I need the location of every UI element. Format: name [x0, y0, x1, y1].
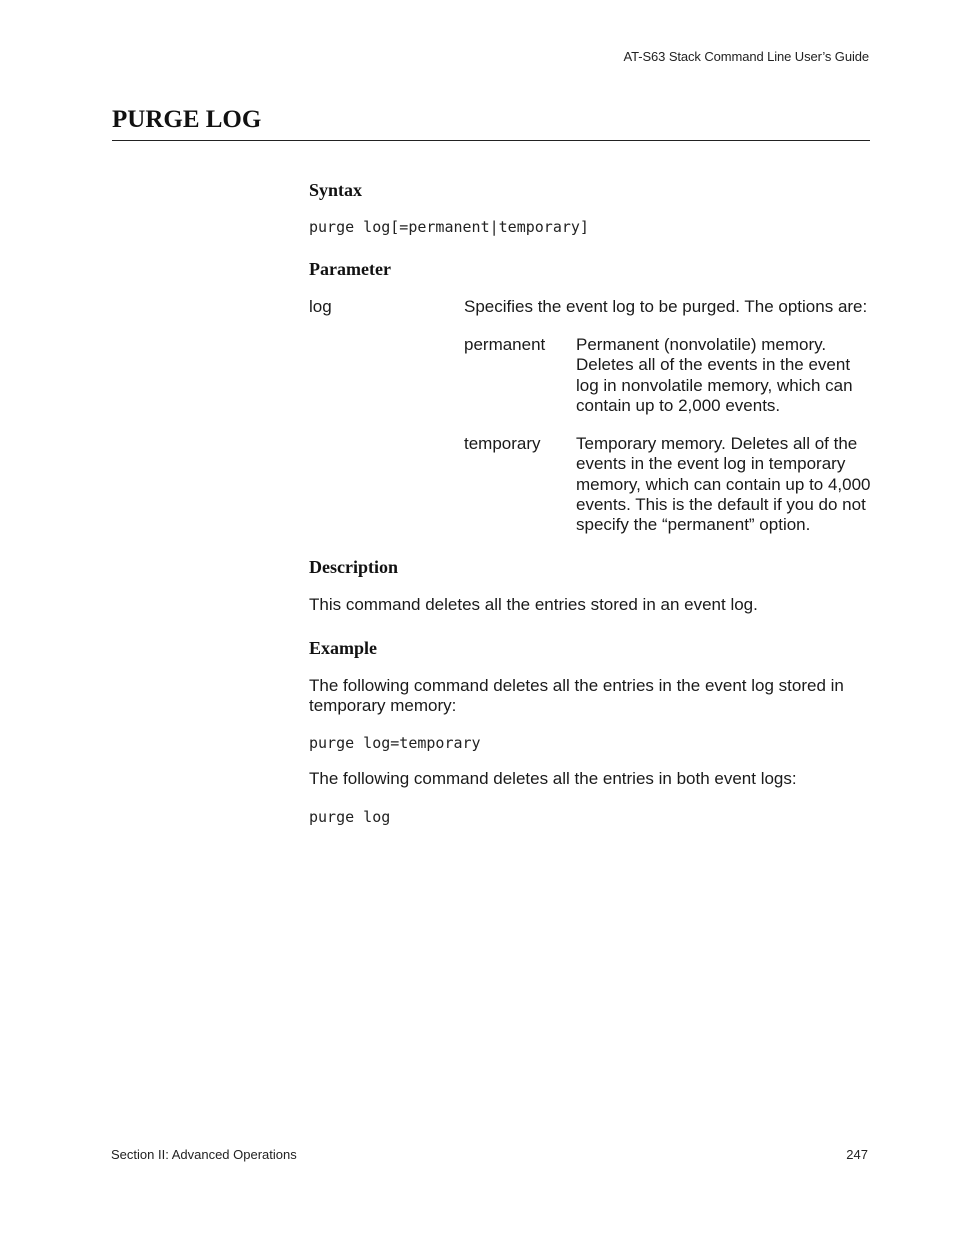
parameter-name: log	[309, 297, 332, 316]
example-text-2: The following command deletes all the entries in both event logs:	[309, 769, 797, 788]
page-title: PURGE LOG	[112, 106, 262, 133]
syntax-code: purge log[=permanent|temporary]	[309, 218, 589, 236]
example-heading: Example	[309, 638, 378, 658]
description-text: This command deletes all the entries stored in an event log.	[309, 595, 758, 614]
syntax-heading: Syntax	[309, 180, 363, 200]
footer-page-number: 247	[846, 1147, 868, 1162]
example-code-2: purge log	[309, 808, 391, 826]
parameter-description: Specifies the event log to be purged. The options are:	[464, 297, 868, 316]
parameter-heading: Parameter	[309, 259, 391, 279]
option-description-temporary: Temporary memory. Deletes all of the events in the event log in temporary memory, which can contain up to 4,000 events. This is the default if you do not specify the “permanent” option.	[576, 434, 871, 535]
option-name-permanent: permanent	[464, 335, 546, 354]
footer-section: Section II: Advanced Operations	[111, 1147, 297, 1162]
description-heading: Description	[309, 557, 398, 577]
title-rule	[112, 140, 870, 141]
example-code-1: purge log=temporary	[309, 734, 481, 752]
running-header: AT-S63 Stack Command Line User’s Guide	[623, 49, 869, 64]
example-text-1: The following command deletes all the entries in the event log stored in temporary memory:	[309, 676, 844, 715]
option-description-permanent: Permanent (nonvolatile) memory. Deletes all of the events in the event log in nonvolatile memory, which can contain up to 2,000 events.	[576, 335, 853, 415]
option-name-temporary: temporary	[464, 434, 541, 453]
